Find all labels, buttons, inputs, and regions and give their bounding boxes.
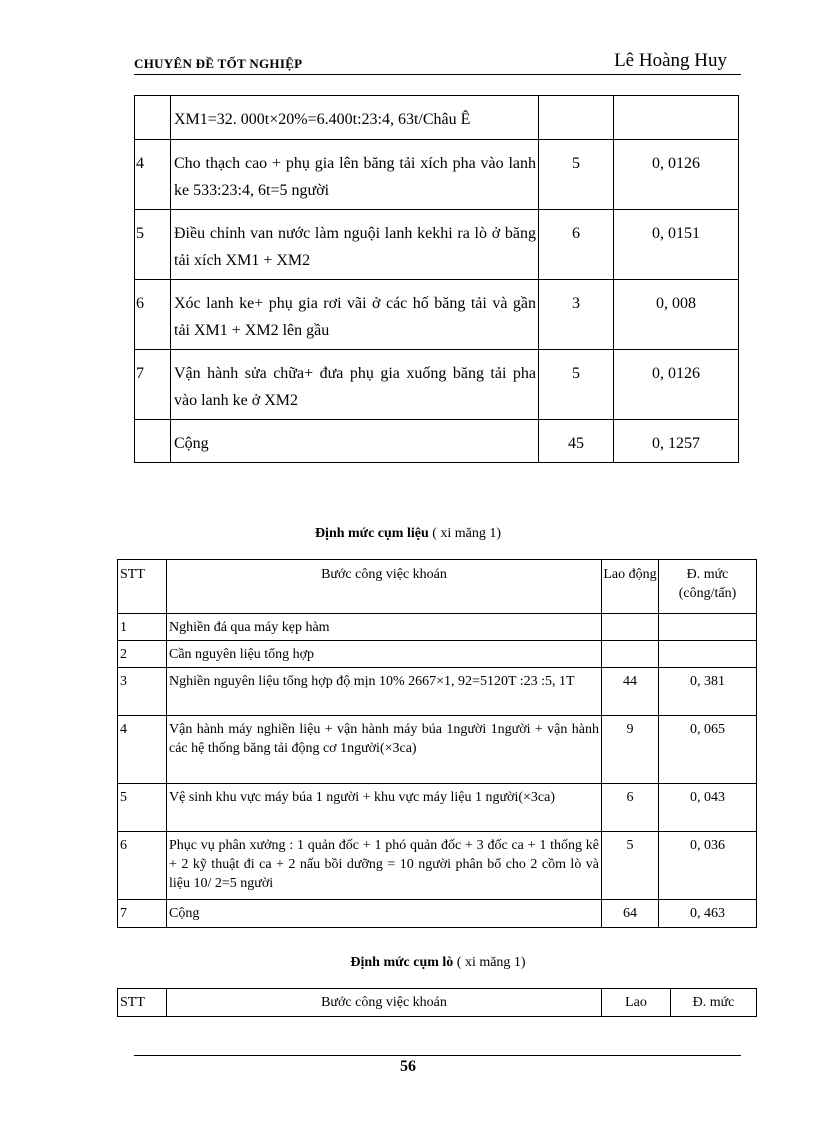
task-cell: Cộng xyxy=(167,900,602,928)
labor-cell: 6 xyxy=(539,210,614,280)
rate-cell xyxy=(659,641,757,668)
table-header-row xyxy=(118,560,757,614)
labor-cell: 9 xyxy=(602,716,659,784)
table-row xyxy=(118,784,757,832)
document-title: CHUYÊN ĐỀ TỐT NGHIỆP xyxy=(134,56,303,71)
rate-cell xyxy=(659,614,757,641)
caption-bold: Định mức cụm lò xyxy=(350,955,454,970)
rate-cell: 0, 036 xyxy=(659,832,757,900)
stt-cell: 7 xyxy=(118,900,167,928)
labor-cell: 45 xyxy=(539,420,614,463)
labor-cell: 64 xyxy=(602,900,659,928)
labor-cell xyxy=(602,641,659,668)
page-number: 56 xyxy=(400,1058,416,1075)
rate-cell: 0, 381 xyxy=(659,668,757,716)
stt-cell: 4 xyxy=(118,716,167,784)
labor-cell: 5 xyxy=(602,832,659,900)
stt-cell: 6 xyxy=(135,280,171,350)
table-row xyxy=(135,96,739,140)
stt-cell xyxy=(135,420,171,463)
table-row xyxy=(118,614,757,641)
table-caption-material-cluster xyxy=(0,526,816,542)
labor-norm-table-continued xyxy=(134,95,739,463)
total-row xyxy=(135,420,739,463)
task-cell: Cho thạch cao + phụ gia lên băng tải xích pha vào lanh ke 533:23:4, 6t=5 người xyxy=(171,140,539,210)
total-row xyxy=(118,900,757,928)
header-stt: STT xyxy=(118,989,167,1017)
footer-divider xyxy=(134,1055,741,1056)
table-row xyxy=(118,832,757,900)
stt-cell: 1 xyxy=(118,614,167,641)
labor-cell: 5 xyxy=(539,140,614,210)
stt-cell: 5 xyxy=(135,210,171,280)
table-header-row xyxy=(118,989,757,1017)
rate-cell: 0, 008 xyxy=(614,280,739,350)
rate-cell: 0, 0126 xyxy=(614,350,739,420)
stt-cell: 3 xyxy=(118,668,167,716)
labor-cell: 3 xyxy=(539,280,614,350)
labor-cell: 44 xyxy=(602,668,659,716)
stt-cell: 5 xyxy=(118,784,167,832)
task-cell: Nghiền nguyên liệu tổng hợp độ mịn 10% 2667×1, 92=5120T :23 :5, 1T xyxy=(167,668,602,716)
rate-cell xyxy=(614,96,739,140)
rate-cell: 0, 0151 xyxy=(614,210,739,280)
caption-rest: ( xi măng 1) xyxy=(453,955,526,970)
table-row xyxy=(118,716,757,784)
task-cell: Vận hành máy nghiền liệu + vận hành máy búa 1người 1người + vận hành các hệ thống băng tải động cơ 1người(×3ca) xyxy=(167,716,602,784)
header-rate: Đ. mức xyxy=(671,989,757,1017)
task-cell: Xóc lanh ke+ phụ gia rơi vãi ở các hố băng tải và gần tải XM1 + XM2 lên gầu xyxy=(171,280,539,350)
caption-bold: Định mức cụm liệu xyxy=(314,526,429,541)
task-cell: Điều chỉnh van nước làm nguội lanh kekhi ra lò ở băng tải xích XM1 + XM2 xyxy=(171,210,539,280)
stt-cell: 4 xyxy=(135,140,171,210)
header-labor: Lao xyxy=(602,989,671,1017)
task-cell: Cần nguyên liệu tổng hợp xyxy=(167,641,602,668)
table-row xyxy=(135,280,739,350)
author-name: Lê Hoàng Huy xyxy=(614,50,727,71)
stt-cell: 7 xyxy=(135,350,171,420)
table-caption-kiln-cluster xyxy=(0,955,816,971)
header-labor: Lao động xyxy=(602,560,659,614)
labor-cell: 5 xyxy=(539,350,614,420)
labor-cell xyxy=(539,96,614,140)
header-rate: Đ. mức (công/tấn) xyxy=(659,560,757,614)
rate-cell: 0, 0126 xyxy=(614,140,739,210)
labor-cell: 6 xyxy=(602,784,659,832)
table-row xyxy=(135,210,739,280)
task-cell: XM1=32. 000t×20%=6.400t:23:4, 63t/Châu Ê xyxy=(171,96,539,140)
rate-cell: 0, 1257 xyxy=(614,420,739,463)
stt-cell: 2 xyxy=(118,641,167,668)
page-header xyxy=(134,48,741,75)
header-stt: STT xyxy=(118,560,167,614)
task-cell: Cộng xyxy=(171,420,539,463)
table-row xyxy=(135,350,739,420)
stt-cell xyxy=(135,96,171,140)
task-cell: Vệ sinh khu vực máy búa 1 người + khu vực máy liệu 1 người(×3ca) xyxy=(167,784,602,832)
table-row xyxy=(135,140,739,210)
stt-cell: 6 xyxy=(118,832,167,900)
header-task: Bước công việc khoán xyxy=(167,560,602,614)
labor-cell xyxy=(602,614,659,641)
task-cell: Nghiền đá qua máy kẹp hàm xyxy=(167,614,602,641)
table-row xyxy=(118,641,757,668)
kiln-cluster-norm-table xyxy=(117,988,757,1017)
material-cluster-norm-table xyxy=(117,559,757,928)
rate-cell: 0, 043 xyxy=(659,784,757,832)
rate-cell: 0, 065 xyxy=(659,716,757,784)
caption-rest: ( xi măng 1) xyxy=(428,526,502,541)
header-task: Bước công việc khoán xyxy=(167,989,602,1017)
task-cell: Phục vụ phân xưởng : 1 quản đốc + 1 phó quản đốc + 3 đốc ca + 1 thống kê + 2 kỹ thuật đi ca + 2 nấu bồi dưỡng = 10 người phân bổ cho 2 cồm lò và liệu 10/ 2=5 người xyxy=(167,832,602,900)
table-row xyxy=(118,668,757,716)
task-cell: Vận hành sửa chữa+ đưa phụ gia xuống băng tải pha vào lanh ke ở XM2 xyxy=(171,350,539,420)
rate-cell: 0, 463 xyxy=(659,900,757,928)
